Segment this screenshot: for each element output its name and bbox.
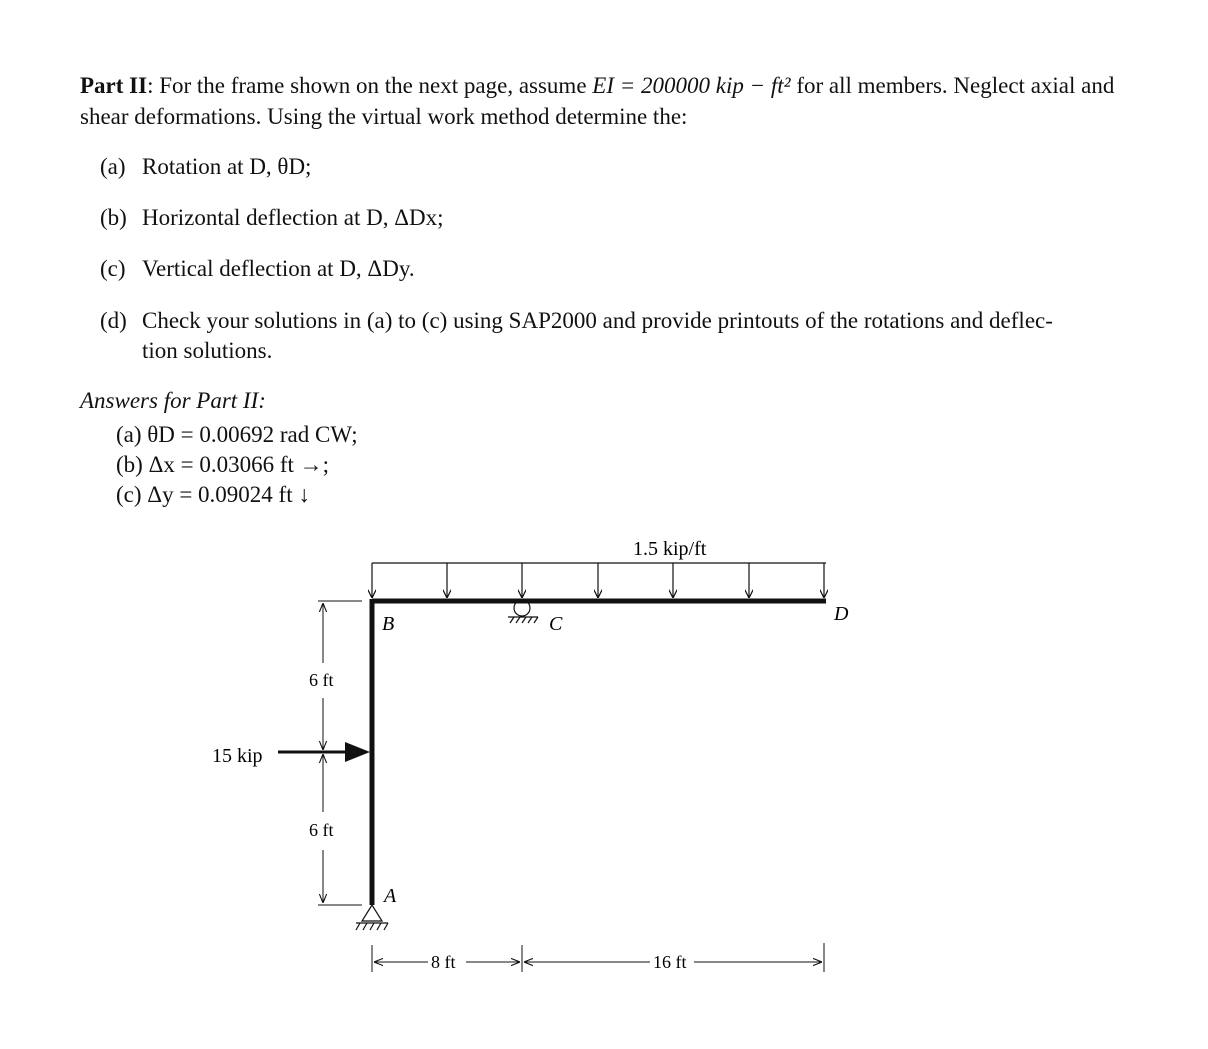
point-load-label: 15 kip bbox=[212, 745, 263, 767]
question-label: (d) bbox=[100, 308, 127, 333]
dim-lower-label: 6 ft bbox=[309, 820, 334, 840]
question-label: (c) bbox=[100, 256, 126, 281]
question-label: (b) bbox=[100, 205, 127, 230]
question-text: Check your solutions in (a) to (c) using SAP2000 and provide printouts of the rotations and deflec- bbox=[142, 308, 1053, 333]
node-b-label: B bbox=[382, 613, 395, 635]
answer-a: (a) θD = 0.00692 rad CW; bbox=[116, 422, 358, 447]
frame-members bbox=[372, 599, 826, 905]
question-text: Vertical deflection at D, ΔDy. bbox=[142, 256, 415, 281]
question-text: Rotation at D, θD; bbox=[142, 154, 312, 179]
answer-b: (b) Δx = 0.03066 ft →; bbox=[116, 452, 330, 477]
node-c-label: C bbox=[549, 613, 563, 635]
part-heading: Part II bbox=[80, 73, 148, 98]
dim-right-label: 16 ft bbox=[653, 952, 687, 972]
question-text-continued: tion solutions. bbox=[142, 338, 273, 363]
node-a-label: A bbox=[384, 885, 397, 907]
pin-support-a bbox=[356, 905, 388, 930]
intro-text-1: : For the frame shown on the next page, assume bbox=[147, 73, 593, 98]
question-label: (a) bbox=[100, 154, 126, 179]
question-text: Horizontal deflection at D, ΔDx; bbox=[142, 205, 444, 230]
node-d-label: D bbox=[834, 603, 849, 625]
dim-upper-label: 6 ft bbox=[309, 670, 334, 690]
answer-c: (c) Δy = 0.09024 ft ↓ bbox=[116, 482, 310, 507]
load-label: 1.5 kip/ft bbox=[633, 538, 707, 560]
answers-title: Answers for Part II: bbox=[80, 388, 266, 413]
ei-value: EI = 200000 kip − ft² bbox=[592, 73, 797, 98]
distributed-load bbox=[372, 563, 826, 598]
intro-text-2: for all members. Neglect axial and shear deformations. Using the virtual work method determine the: bbox=[80, 73, 1115, 129]
dim-left-label: 8 ft bbox=[431, 952, 456, 972]
